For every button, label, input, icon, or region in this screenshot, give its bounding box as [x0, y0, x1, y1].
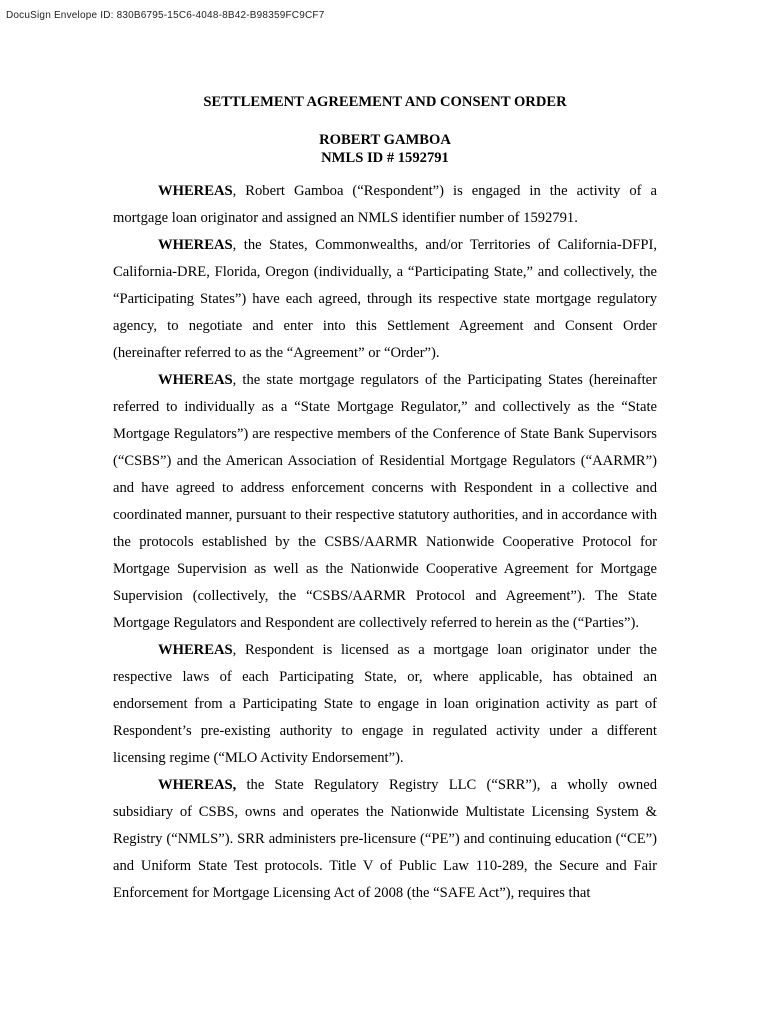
paragraph: [113, 367, 657, 637]
paragraph-lead: WHEREAS,: [158, 777, 237, 793]
paragraph-text: the State Regulatory Registry LLC (“SRR”), a wholly owned subsidiary of CSBS, owns and operates the Nationwide Multistate Licensing System & Registry (“NMLS”). SRR administers pre-licensure (“PE”) and continuing education (“CE”) and Uniform State Test protocols. Title V of Public Law 110-289, the Secure and Fair Enforcement for Mortgage Licensing Act of 2008 (the “SAFE Act”), requires that: [113, 777, 657, 901]
paragraph-lead: WHEREAS: [158, 642, 233, 658]
respondent-name: ROBERT GAMBOA: [319, 132, 451, 148]
document-title: SETTLEMENT AGREEMENT AND CONSENT ORDER: [203, 94, 567, 110]
paragraph: [113, 772, 657, 907]
paragraph-text: , the States, Commonwealths, and/or Territories of California-DFPI, California-DRE, Florida, Oregon (individually, a “Participating State,” and collectively, the “Participating States”) have each agreed, through its respective state mortgage regulatory agency, to negotiate and enter into this Settlement Agreement and Consent Order (hereinafter referred to as the “Agreement” or “Order”).: [113, 237, 657, 361]
paragraph-text: , Respondent is licensed as a mortgage loan originator under the respective laws of each Participating State, or, where applicable, has obtained an endorsement from a Participating State to engage in loan origination activity as part of Respondent’s pre-existing authority to engage in regulated activity under a different licensing regime (“MLO Activity Endorsement”).: [113, 642, 657, 766]
document-body: [113, 178, 657, 907]
paragraph: [113, 178, 657, 232]
paragraph-lead: WHEREAS: [158, 372, 233, 388]
docusign-envelope-id: DocuSign Envelope ID: 830B6795-15C6-4048-8B42-B98359FC9CF7: [6, 10, 325, 21]
paragraph: [113, 232, 657, 367]
respondent-nmls-id: NMLS ID # 1592791: [321, 150, 449, 166]
respondent-heading: [0, 131, 770, 167]
paragraph-text: , Robert Gamboa (“Respondent”) is engaged in the activity of a mortgage loan originator and assigned an NMLS identifier number of 1592791.: [113, 183, 657, 226]
paragraph-lead: WHEREAS: [158, 237, 233, 253]
paragraph-text: , the state mortgage regulators of the Participating States (hereinafter referred to individually as a “State Mortgage Regulator,” and collectively as the “State Mortgage Regulators”) are respective members of the Conference of State Bank Supervisors (“CSBS”) and the American Association of Residential Mortgage Regulators (“AARMR”) and have agreed to address enforcement concerns with Respondent in a collective and coordinated manner, pursuant to their respective statutory authorities, and in accordance with the protocols established by the CSBS/AARMR Nationwide Cooperative Protocol for Mortgage Supervision as well as the Nationwide Cooperative Agreement for Mortgage Supervision (collectively, the “CSBS/AARMR Protocol and Agreement”). The State Mortgage Regulators and Respondent are collectively referred to herein as the (“Parties”).: [113, 372, 657, 631]
paragraph: [113, 637, 657, 772]
paragraph-lead: WHEREAS: [158, 183, 233, 199]
